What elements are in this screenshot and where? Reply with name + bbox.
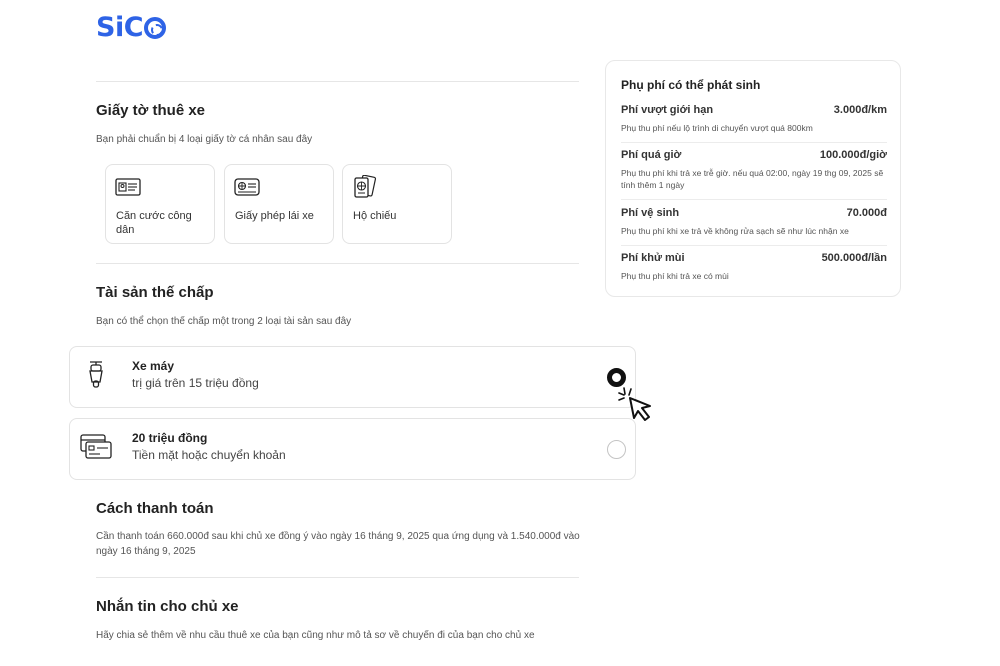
option-title: 20 triệu đồng: [132, 431, 208, 445]
document-label: Căn cước công dân: [116, 210, 192, 236]
fee-desc: Phụ thu phí nếu lộ trình di chuyển vượt quá 800km: [621, 123, 813, 133]
message-title: Nhắn tin cho chủ xe: [96, 598, 239, 615]
documents-subtitle: Bạn phải chuẩn bị 4 loại giấy tờ cá nhân sau đây: [96, 134, 313, 145]
extra-fees-panel: [605, 60, 901, 297]
motorbike-icon: [80, 357, 112, 389]
divider: [96, 263, 579, 264]
option-title: Xe máy: [132, 359, 175, 373]
option-subtitle: Tiền mặt hoặc chuyển khoản: [132, 448, 286, 462]
collateral-option-motorbike[interactable]: [69, 346, 636, 408]
radio-unselected[interactable]: [607, 440, 626, 459]
fee-row: [621, 207, 887, 237]
fee-divider: [621, 199, 887, 200]
fee-price: 500.000đ/lần: [821, 252, 887, 264]
divider: [96, 577, 579, 578]
fee-price: 70.000đ: [846, 207, 887, 219]
fee-name: Phí khử mùi: [621, 252, 685, 264]
logo-text-c: C: [123, 12, 144, 43]
driver-license-icon: [234, 177, 260, 197]
collateral-option-cash[interactable]: [69, 418, 636, 480]
fee-price: 3.000đ/km: [833, 104, 887, 116]
sico-logo[interactable]: [96, 12, 166, 43]
collateral-subtitle: Bạn có thể chọn thế chấp một trong 2 loại tài sản sau đây: [96, 316, 352, 327]
fee-name: Phí vệ sinh: [621, 207, 680, 219]
id-card-icon: [115, 177, 141, 197]
collateral-title: Tài sản thế chấp: [96, 284, 214, 301]
fee-divider: [621, 142, 887, 143]
option-subtitle: trị giá trên 15 triệu đồng: [132, 376, 259, 390]
fee-desc: Phụ thu phí khi trả xe trễ giờ. nếu quá 02:00, ngày 19 thg 09, 2025 sẽ tính thêm 1 ngày: [621, 168, 884, 190]
document-card-id: [105, 164, 215, 244]
document-card-passport: [342, 164, 452, 244]
passport-icon: [352, 175, 378, 199]
radio-selected[interactable]: [607, 368, 626, 387]
fee-name: Phí vượt giới hạn: [621, 104, 714, 116]
document-label: Giấy phép lái xe: [235, 210, 314, 222]
fee-divider: [621, 245, 887, 246]
fee-desc: Phụ thu phí khi trả xe có mùi: [621, 271, 729, 281]
document-card-license: [224, 164, 334, 244]
logo-o-mark: [144, 17, 166, 39]
fee-price: 100.000đ/giờ: [819, 149, 887, 161]
fees-title: Phụ phí có thể phát sinh: [621, 78, 761, 92]
fee-row: [621, 149, 887, 191]
fee-name: Phí quá giờ: [621, 149, 682, 161]
divider: [96, 81, 579, 82]
message-subtitle: Hãy chia sẻ thêm về nhu cầu thuê xe của bạn cũng như mô tả sơ về chuyến đi của bạn cho chủ xe: [96, 630, 535, 641]
fee-row: [621, 252, 887, 282]
document-label: Hộ chiếu: [353, 210, 397, 222]
cash-card-icon: [80, 432, 112, 464]
payment-text: Cần thanh toán 660.000đ sau khi chủ xe đồng ý vào ngày 16 tháng 9, 2025 qua ứng dụng và 1.540.000đ vào ngày 16 tháng 9, 2025: [96, 531, 580, 557]
payment-title: Cách thanh toán: [96, 500, 214, 517]
fee-desc: Phụ thu phí khi xe trả về không rửa sạch sẽ như lúc nhận xe: [621, 226, 849, 236]
fee-row: [621, 104, 887, 134]
logo-text: Si: [96, 12, 124, 43]
documents-title: Giấy tờ thuê xe: [96, 102, 206, 119]
pointer-cursor-icon: [618, 386, 660, 426]
